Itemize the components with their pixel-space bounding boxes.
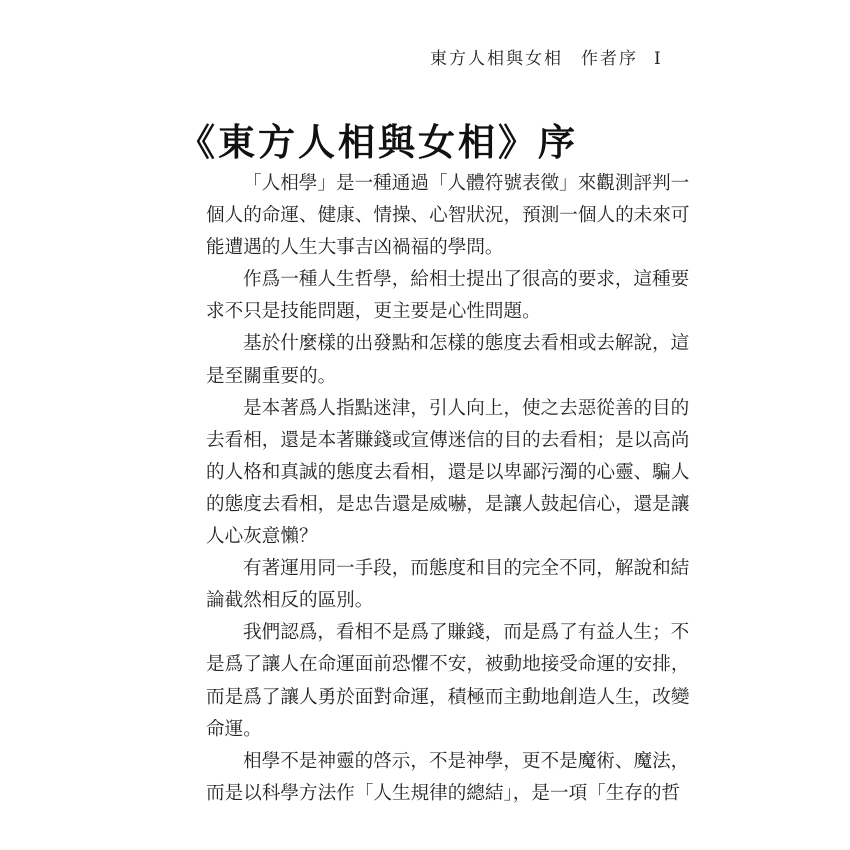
text-line: 是爲了讓人在命運面前恐懼不安，被動地接受命運的安排，	[206, 654, 690, 676]
page-number: I	[654, 49, 663, 69]
text-line: 基於什麼樣的出發點和怎樣的態度去看相或去解說，這	[243, 333, 690, 355]
text-line: 論截然相反的區別。	[206, 590, 374, 612]
text-line: 我們認爲，看相不是爲了賺錢，而是爲了有益人生；不	[243, 622, 690, 644]
text-line: 相學不是神靈的啓示，不是神學，更不是魔術、魔法，	[243, 750, 690, 772]
text-line: 個人的命運、健康、情操、心智狀況，預測一個人的未來可	[206, 205, 690, 227]
text-line: 而是爲了讓人勇於面對命運，積極而主動地創造人生，改變	[206, 686, 690, 708]
running-head-book-title: 東方人相與女相	[430, 49, 563, 69]
text-line: 有著運用同一手段，而態度和目的完全不同，解說和結	[243, 558, 690, 580]
page-title: 《東方人相與女相》序	[178, 120, 578, 164]
text-line: 能遭遇的人生大事吉凶禍福的學問。	[206, 237, 504, 259]
text-line: 求不只是技能問題，更主要是心性問題。	[206, 301, 541, 323]
text-line: 命運。	[206, 718, 262, 740]
text-line: 作爲一種人生哲學，給相士提出了很高的要求，這種要	[243, 269, 690, 291]
text-line: 去看相，還是本著賺錢或宣傳迷信的目的去看相；是以高尚	[206, 429, 690, 451]
text-line: 的態度去看相，是忠告還是威嚇，是讓人鼓起信心，還是讓	[206, 493, 690, 515]
running-head-section: 作者序	[581, 49, 638, 69]
text-line: 是本著爲人指點迷津，引人向上，使之去惡從善的目的	[243, 397, 690, 419]
text-line: 人心灰意懶？	[206, 526, 318, 548]
text-line: 的人格和真誠的態度去看相，還是以卑鄙污濁的心靈、騙人	[206, 461, 690, 483]
text-line: 而是以科學方法作「人生規律的總結」，是一項「生存的哲	[206, 782, 681, 804]
text-line: 「人相學」是一種通過「人體符號表徵」來觀測評判一	[243, 173, 690, 194]
body-text	[206, 168, 690, 810]
running-head	[430, 44, 663, 69]
text-line: 是至關重要的。	[206, 365, 337, 387]
